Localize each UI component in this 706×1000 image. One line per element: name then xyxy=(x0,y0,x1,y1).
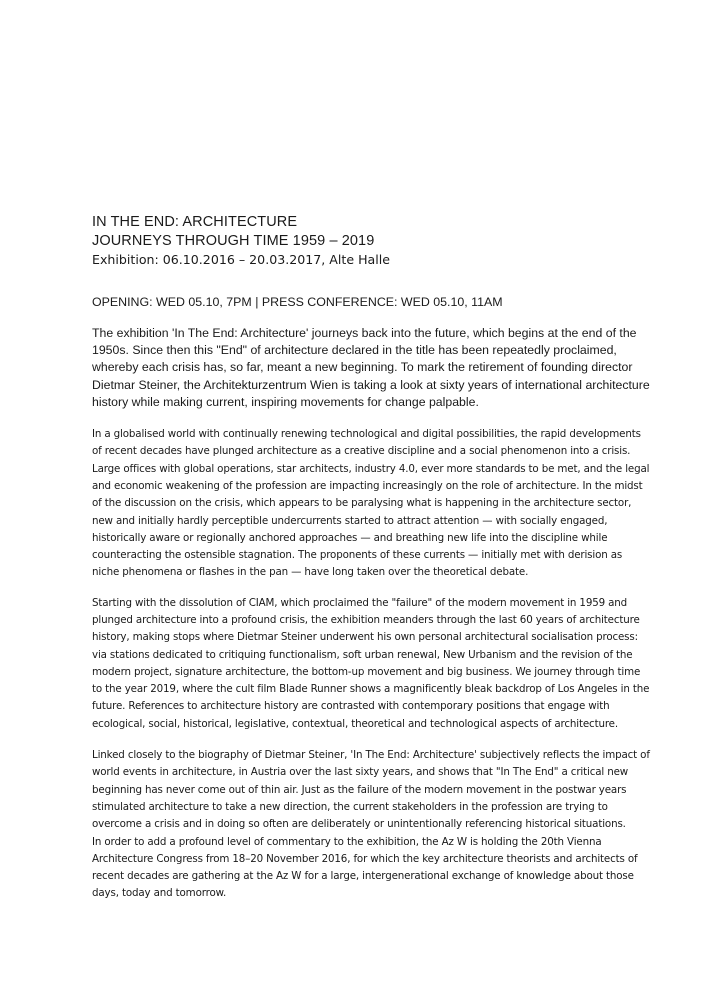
body-paragraph-1: In a globalised world with continually renewing technological and digital possibilities, the rapid developments of recent decades have plunged architecture as a creative discipline and a social phenomenon into a crisis. Large offices with global operations, star architects, industry 4.0, ever more standards to be met, and the legal and economic weakening of the profession are impacting increasingly on the role of architecture. In the midst of the discussion on the crisis, which appears to be paralysing what is happening in the architecture sector, new and initially hardly perceptible undercurrents started to attract attention — with socially engaged, historically aware or regionally anchored approaches — and breathing new life into the discipline while counteracting the ostensible stagnation. The proponents of these currents — initially met with derision as niche phenomena or flashes in the pan — have long taken over the theoretical debate. xyxy=(92,428,650,579)
lead-paragraph: The exhibition 'In The End: Architecture' journeys back into the future, which begins at the end of the 1950s. Since then this "End" of architecture declared in the title has been repeatedly proclaimed, whereby each crisis has, so far, meant a new beginning. To mark the retirement of founding director Dietmar Steiner, the Architekturzentrum Wien is taking a look at sixty years of international architecture history while making current, inspiring movements for change palpable. xyxy=(92,326,650,409)
title-line-2: JOURNEYS THROUGH TIME 1959 – 2019 xyxy=(92,233,375,249)
body-paragraph-3 xyxy=(92,747,652,903)
opening-info: OPENING: WED 05.10, 7PM | PRESS CONFERENCE: WED 05.10, 11AM xyxy=(92,295,503,309)
body-paragraph-3b: In order to add a profound level of commentary to the exhibition, the Az W is holding the 20th Vienna Architecture Congress from 18–20 November 2016, for which the key architecture theorists and architects of recent decades are gathering at the Az W for a large, intergenerational exchange of knowledge about those days, today and tomorrow. xyxy=(92,835,638,900)
title-line-1: IN THE END: ARCHITECTURE xyxy=(92,214,298,230)
body-paragraph-3a: Linked closely to the biography of Dietmar Steiner, 'In The End: Architecture' subjectively reflects the impact of world events in architecture, in Austria over the last sixty years, and shows that "In The End" a critical new beginning has never come out of thin air. Just as the failure of the modern movement in the postwar years stimulated architecture to take a new direction, the current stakeholders in the profession are trying to overcome a crisis and in doing so often are deliberately or unintentionally referencing historical situations. xyxy=(92,749,650,831)
press-release-page xyxy=(92,213,652,903)
body-paragraph-2: Starting with the dissolution of CIAM, which proclaimed the "failure" of the modern movement in 1959 and plunged architecture into a profound crisis, the exhibition meanders through the last 60 years of architecture history, making stops where Dietmar Steiner underwent his own personal architectural socialisation process: via stations dedicated to critiquing functionalism, soft urban renewal, New Urbanism and the revision of the modern project, signature architecture, the bottom-up movement and big business. We journey through time to the year 2019, where the cult film Blade Runner shows a magnificently bleak backdrop of Los Angeles in the future. References to architecture history are contrasted with contemporary positions that engage with ecological, social, historical, legislative, contextual, theoretical and technological aspects of architecture. xyxy=(92,596,650,730)
exhibition-dates: Exhibition: 06.10.2016 – 20.03.2017, Alte Halle xyxy=(92,252,391,267)
